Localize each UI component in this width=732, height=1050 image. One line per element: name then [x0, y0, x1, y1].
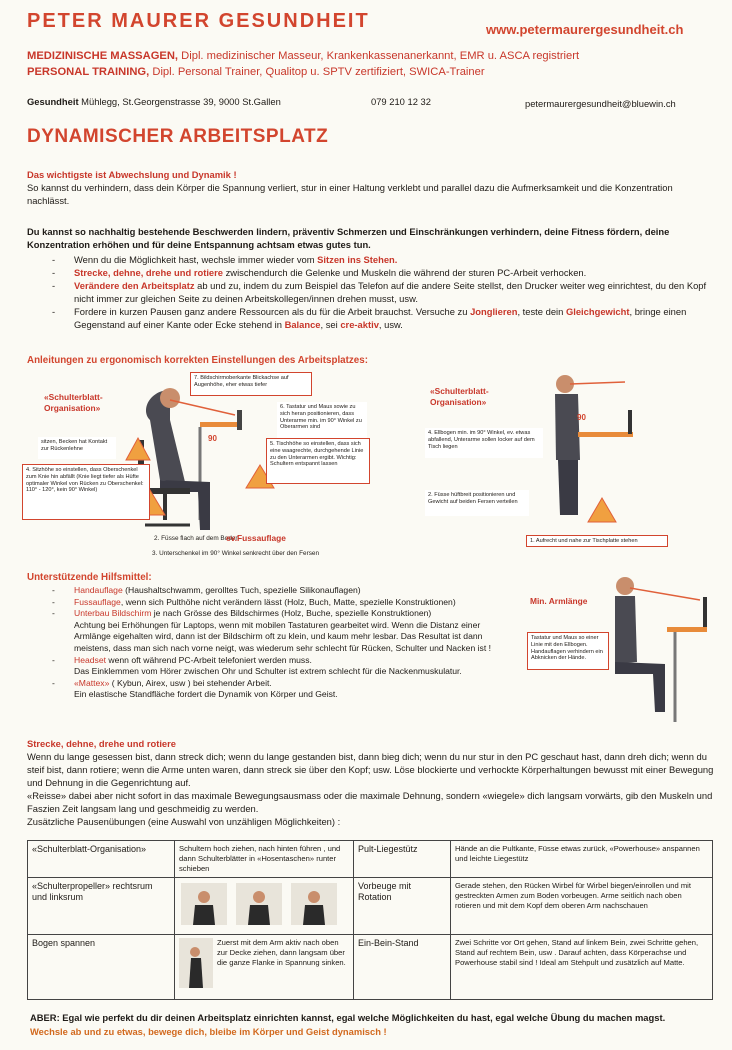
list-item — [52, 678, 502, 701]
table-cell: Zwei Schritte vor Ort gehen, Stand auf linkem Bein, zwei Schritte gehen, Stand auf rechtem Bein, usw . Darauf achten, dass Körperachse und Powerhouse stabil sind ! Ideal am Stehpult und zusätzlich auf Matte. — [451, 935, 713, 1000]
table-row — [28, 935, 713, 1000]
desk-top-shape — [200, 422, 240, 427]
service-massage-desc: Dipl. medizinischer Masseur, Krankenkassenanerkannt, EMR u. ASCA registriert — [178, 50, 580, 62]
stretch-text-3: Zusätzliche Pausenübungen (eine Auswahl von unzähligen Möglichkeiten) : — [27, 816, 341, 827]
address-text: Mühlegg, St.Georgenstrasse 39, 9000 St.Gallen — [78, 96, 281, 107]
person-head-shape — [160, 388, 180, 408]
table-cell: Gerade stehen, den Rücken Wirbel für Wirbel biegen/einrollen und mit gestreckten Armen zum Boden vorbeugen. Arme seitlich nach oben rotieren und mit dem Kopf dem oberen Arm nachschauen — [451, 878, 713, 935]
tip4-hl-jonglieren: Jonglieren — [470, 306, 518, 317]
table-cell: Pult-Liegestütz — [354, 841, 451, 878]
tip4-text-a: Fordere in kurzen Pausen ganz andere Ressourcen als du für die Arbeit brauchst. Versuche zu — [74, 306, 471, 317]
aid-handauflage-desc: (Haushaltschwamm, gerolltes Tuch, spezielle Silikonauflagen) — [122, 585, 361, 595]
angle-label-sitting: 90 — [208, 434, 217, 443]
label-min-armlaenge: Min. Armlänge — [530, 596, 588, 606]
table-cell: «Schulterpropeller» rechtsrum und linksrum — [28, 878, 175, 935]
tip4-hl-balance: Balance — [284, 319, 321, 330]
aid-headset-desc: wenn oft während PC-Arbeit telefoniert werden muss. — [106, 654, 312, 665]
gaze-line-shape — [170, 400, 235, 415]
note-tischhoehe: 5. Tischhöhe so einstellen, dass sich eine waagrechte, durchgehende Linie zu den Unterarmen ergibt. Wichtig: Schultern entspannt lassen — [266, 438, 370, 484]
aid-mattex-note: Ein elastische Standfläche fordert die Dynamik von Körper und Geist. — [74, 689, 338, 700]
photo-body-shape — [189, 958, 203, 988]
aid-headset-note: Das Einklemmen vom Hörer zwischen Ohr und Schulter ist extrem schlecht für die Nackenmuskulatur. — [74, 666, 462, 677]
photo-head-shape — [308, 891, 320, 903]
photo-head-shape — [198, 891, 210, 903]
note-fuesse-standing: 2. Füsse hüftbreit positionieren und Gewicht auf beiden Fersen verteilen — [425, 490, 529, 516]
warning-sign-shape — [588, 498, 616, 522]
intro-text: So kannst du verhindern, dass dein Körper die Spannung verliert, stur in einer Haltung verklebt und parallel dazu die Aufmerksamkeit und die Konzentration nachlässt. — [27, 182, 673, 206]
person-torso-shape — [615, 596, 637, 664]
person-head-shape — [616, 577, 634, 595]
person-torso-shape — [555, 394, 580, 460]
tip1-highlight: Sitzen ins Stehen. — [317, 254, 398, 265]
hilfsmittel-heading: Unterstützende Hilfsmittel: — [27, 572, 152, 583]
intro-heading: Das wichtigste ist Abwechslung und Dynamik ! — [27, 169, 237, 180]
aid-fussauflage: Fussauflage — [74, 596, 121, 607]
closing-note — [30, 1011, 720, 1039]
stretch-heading: Strecke, dehne, drehe und rotiere — [27, 738, 177, 749]
tip2-text: zwischendurch die Gelenke und Muskeln die während der sturen PC-Arbeit verhocken. — [223, 267, 587, 278]
tip3-highlight: Verändere den Arbeitsplatz — [74, 280, 195, 291]
photo-head-shape — [253, 891, 265, 903]
bogen-text: Zuerst mit dem Arm aktiv nach oben zur Decke ziehen, dann langsam über die ganze Flanke in Spannung sinken. — [217, 938, 346, 967]
person-legs-shape — [160, 480, 210, 530]
gaze-line-shape — [570, 382, 625, 384]
tip4-hl-creaktiv: cre-aktiv — [340, 319, 379, 330]
label-schulterblatt-left: «Schulterblatt-Organisation» — [44, 392, 103, 413]
service-training-desc: Dipl. Personal Trainer, Qualitop u. SPTV zertifiziert, SWICA-Trainer — [149, 66, 485, 78]
note-tastatur: 6. Tastatur und Maus sowie zu sich heran positionieren, dass Unterarme min. im 90° Winkel zu Oberarmen sind — [277, 402, 367, 440]
tip4-hl-gleichgewicht: Gleichgewicht — [565, 306, 630, 317]
aid-unterbau-desc: je nach Grösse des Bildschirmes (Holz, Buche, spezielle Konstruktionen) — [151, 608, 432, 619]
tips-list — [52, 253, 712, 331]
intro-section — [27, 168, 707, 207]
benefits-paragraph: Du kannst so nachhaltig bestehende Beschwerden lindern, präventiv Schmerzen und Einschränkungen verhindern, deine Fitness fördern, deine Konzentration erhöhen und für deine Entspannung achtsam etwas gutes tun. — [27, 226, 670, 250]
closing-line-2: Wechsle ab und zu etwas, bewege dich, bleibe im Körper und Geist dynamisch ! — [30, 1026, 387, 1037]
monitor-shape — [628, 410, 632, 434]
table-cell: Bogen spannen — [28, 935, 175, 1000]
list-item — [52, 305, 712, 331]
table-cell: Hände an die Pultkante, Füsse etwas zurück, «Powerhouse» anspannen und leichte Liegestütz — [451, 841, 713, 878]
aid-unterbau-note: Achtung bei Erhöhungen für Laptops, wenn mit mobilen Tastaturen gearbeitet wird. Wenn die Distanz einer Armlänge eigehalten wird, dann ist der Bildschirm oft zu klein, und kaum mehr lesbar. Das Resultat ist dann meistens, dass man sich nach vorne neigt, was wiederum sehr schlecht für Rücken, Schulter und Nacken ist ! — [74, 619, 491, 653]
standing-desk-top-shape — [578, 432, 633, 437]
photo-body-shape — [303, 905, 325, 925]
note-sitzhoehe: 4. Sitzhöhe so einstellen, dass Oberschenkel zum Knie hin abfällt (Knie liegt tiefer als Hüfte optimaler Winkel von Rücken zu Oberschenkel: 110° - 120°, kein 90° Winkel) — [22, 464, 150, 520]
table-cell: Schultern hoch ziehen, nach hinten führen , und dann Schulterblätter in «Hosentaschen» runter schieben — [175, 841, 354, 878]
photo-head-shape — [190, 947, 200, 957]
list-item — [52, 253, 712, 266]
monitor-shape — [237, 410, 242, 430]
table-cell-bogen — [175, 935, 354, 1000]
list-item — [52, 655, 502, 678]
service-line-training — [27, 66, 485, 78]
list-item — [52, 279, 712, 305]
table-cell: «Schulterblatt-Organisation» — [28, 841, 175, 878]
email-address[interactable]: petermaurergesundheit@bluewin.ch — [525, 98, 676, 109]
tip4-text-b: , teste dein — [517, 306, 566, 317]
caption-unterschenkel: 3. Unterschenkel im 90° Winkel senkrecht über den Fersen — [152, 550, 320, 557]
ergonomics-heading: Anleitungen zu ergonomisch korrekten Einstellungen des Arbeitsplatzes: — [27, 355, 368, 366]
address-label: Gesundheit — [27, 96, 79, 107]
list-item — [52, 266, 712, 279]
tip4-text-d: , sei — [320, 319, 341, 330]
tip3-text: ab und zu, indem du zum Beispiel das Telefon auf die andere Seite stellst, den Drucker weiter weg einrichtest, du den Kopf nicht immer zur gleichen Seite zu deinen Arbeitskollegen/innen drehen musst, usw. — [74, 280, 707, 304]
note-bildschirm: 7. Bildschirmoberkante Blickachse auf Augenhöhe, eher etwas tiefer — [190, 372, 312, 396]
list-item — [52, 585, 502, 597]
stretch-section — [27, 737, 717, 828]
tip4-text-c: , bringe einen Gegenstand auf einer Kante oder Ecke stehend in — [74, 306, 687, 330]
service-training-label: PERSONAL TRAINING, — [27, 66, 150, 78]
aid-headset: Headset — [74, 654, 107, 665]
aid-handauflage: Handauflage — [74, 585, 123, 595]
table-cell: Ein-Bein-Stand — [354, 935, 451, 1000]
warning-sign-shape — [126, 438, 150, 460]
list-item — [52, 597, 502, 609]
list-item — [52, 608, 502, 654]
table-cell: Vorbeuge mit Rotation — [354, 878, 451, 935]
bogen-photo — [179, 938, 213, 988]
page-title: DYNAMISCHER ARBEITSPLATZ — [27, 126, 329, 147]
note-sitzen: sitzen, Becken hat Kontakt zur Rückenlehne — [38, 437, 116, 459]
person-legs-shape — [558, 460, 578, 515]
service-line-massage — [27, 50, 579, 62]
angle-label-standing: 90 — [577, 413, 586, 422]
tip1-text: Wenn du die Möglichkeit hast, wechsle immer wieder vom — [74, 254, 318, 265]
photo-body-shape — [193, 905, 215, 925]
table-row — [28, 841, 713, 878]
aid-mattex-desc: ( Kybun, Airex, usw ) bei stehender Arbeit. — [109, 677, 272, 688]
monitor-shape — [703, 597, 707, 627]
desk-top-shape — [667, 627, 707, 632]
service-massage-label: MEDIZINISCHE MASSAGEN, — [27, 50, 179, 62]
aid-unterbau: Unterbau Bildschirm — [74, 608, 152, 619]
note-ellbogen: 4. Ellbogen min. im 90° Winkel, ev. etwas abfallend, Unterarme sollen locker auf dem Tisch liegen — [425, 428, 543, 458]
table-row — [28, 878, 713, 935]
tip4-text-e: , usw. — [378, 319, 403, 330]
gaze-line-shape — [630, 588, 700, 600]
label-fussauflage: ev.Fussauflage — [226, 533, 286, 543]
website-link[interactable]: www.petermaurergesundheit.ch — [486, 22, 684, 37]
photo-body-shape — [248, 905, 270, 925]
closing-line-1: ABER: Egal wie perfekt du dir deinen Arbeitsplatz einrichten kannst, egal welche Möglichkeiten du hast, egal welche Übung du machen magst. — [30, 1012, 666, 1023]
note-aufrecht: 1. Aufrecht und nahe zur Tischplatte stehen — [526, 535, 668, 547]
aid-mattex: «Mattex» — [74, 677, 110, 688]
aid-fussauflage-desc: , wenn sich Pulthöhe nicht verändern lässt (Holz, Buch, Matte, spezielle Konstruktionen) — [120, 596, 456, 607]
stretch-text-2: «Reisse» dabei aber nicht sofort in das maximale Bewegungsausmass oder die maximale Dehnung, sondern «wiegele» dich langsam vorwärts, gib den Muskeln und Faszien Zeit langsam lang und geschmeidig zu werden. — [27, 790, 713, 814]
phone-number: 079 210 12 32 — [371, 96, 431, 107]
stretch-text: Wenn du lange gesessen bist, dann streck dich; wenn du lange gestanden bist, dann bieg dich; wenn du nur stur in den PC geschaut hast, dann dreh dich; wenn du steif bist, dann rotiere; wenn die Arme unten waren, dann streck sie über den Kopf; usw. Löse blockierte und verhockte Körperhaltungen bewusst mit einer Bewegung und Dehnung in die Gegenrichtung auf. — [27, 751, 714, 788]
schulterpropeller-photos — [179, 881, 339, 927]
label-schulterblatt-right: «Schulterblatt-Organisation» — [430, 386, 489, 407]
hilfsmittel-list — [52, 585, 502, 701]
exercise-table — [27, 840, 713, 1000]
tip2-highlight: Strecke, dehne, drehe und rotiere — [74, 267, 224, 278]
brand-name: PETER MAURER GESUNDHEIT — [27, 10, 370, 32]
note-armlaenge: Tastatur und Maus so einer Linie mit den Ellbogen. Handauflagen verhindern ein Abknicken der Hände. — [527, 632, 609, 670]
table-cell-photos — [175, 878, 354, 935]
person-legs-shape — [615, 662, 665, 712]
caption-fuesse: 2. Füsse flach auf dem Boden — [154, 535, 239, 542]
address — [27, 96, 281, 107]
